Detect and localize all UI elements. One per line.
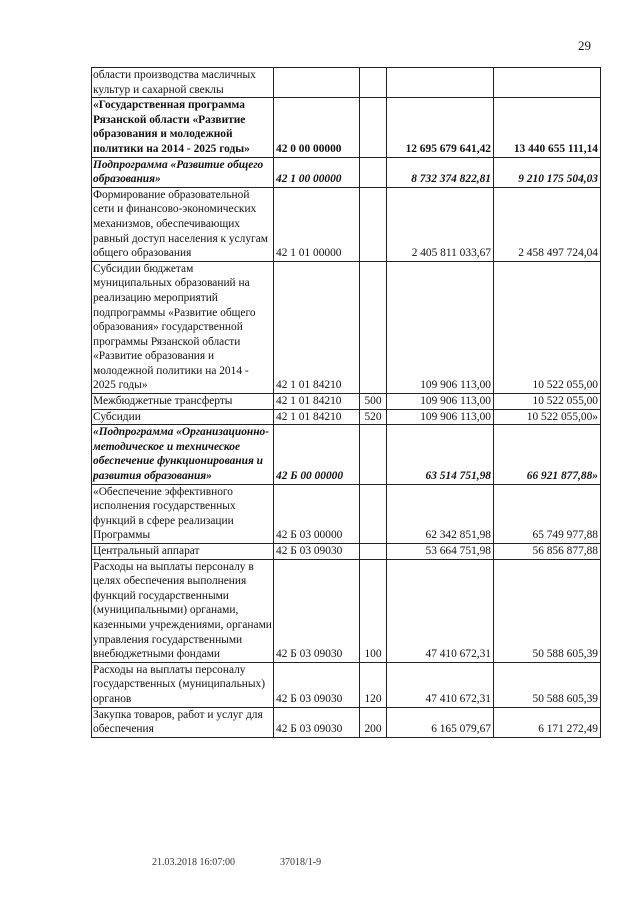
row-sum-2019-cell: 47 410 672,31 [387, 559, 494, 662]
row-sum-2019-cell: 6 165 079,67 [387, 707, 494, 737]
row-code-cell: 42 Б 03 00000 [274, 484, 360, 543]
table-row [92, 157, 601, 187]
row-code-cell: 42 Б 00 00000 [274, 425, 360, 484]
row-name-cell: области производства масличных культур и сахарной свеклы [92, 68, 274, 98]
row-name-cell: Формирование образовательной сети и финансово-экономических механизмов, обеспечивающих равный доступ населения к услугам общего образования [92, 187, 274, 261]
row-vr-cell [360, 68, 387, 98]
row-name-cell: Закупка товаров, работ и услуг для обеспечения [92, 707, 274, 737]
row-sum-2020-cell: 10 522 055,00 [494, 394, 601, 410]
row-sum-2020-cell: 2 458 497 724,04 [494, 187, 601, 261]
table-row [92, 484, 601, 543]
row-name-cell: Субсидии [92, 409, 274, 425]
row-vr-cell [360, 261, 387, 393]
row-code-cell: 42 1 01 84210 [274, 409, 360, 425]
row-sum-2020-cell: 66 921 877,88» [494, 425, 601, 484]
table-row [92, 544, 601, 560]
row-vr-cell: 120 [360, 662, 387, 707]
row-sum-2019-cell: 62 342 851,98 [387, 484, 494, 543]
row-vr-cell [360, 98, 387, 157]
row-name-cell: Расходы на выплаты персоналу в целях обеспечения выполнения функций государственными (муниципальными) органами, казенными учреждениями, органами управления государственными внебюджетными фондами [92, 559, 274, 662]
row-sum-2019-cell: 109 906 113,00 [387, 261, 494, 393]
row-name-cell: «Обеспечение эффективного исполнения государственных функций в сфере реализации Программы [92, 484, 274, 543]
row-name-cell: Межбюджетные трансферты [92, 394, 274, 410]
row-vr-cell: 100 [360, 559, 387, 662]
row-name-cell: Субсидии бюджетам муниципальных образований на реализацию мероприятий подпрограммы «Развитие общего образования» государственной программы Рязанской области «Развитие образования и молодежной политики на 2014 - 2025 годы» [92, 261, 274, 393]
row-vr-cell [360, 157, 387, 187]
row-sum-2019-cell: 12 695 679 641,42 [387, 98, 494, 157]
table-row [92, 707, 601, 737]
row-sum-2019-cell: 2 405 811 033,67 [387, 187, 494, 261]
table-row [92, 187, 601, 261]
budget-table-body [92, 68, 601, 738]
row-code-cell: 42 1 00 00000 [274, 157, 360, 187]
row-sum-2020-cell: 50 588 605,39 [494, 662, 601, 707]
table-row [92, 261, 601, 393]
budget-table [91, 67, 601, 738]
row-code-cell: 42 1 01 00000 [274, 187, 360, 261]
row-name-cell: Подпрограмма «Развитие общего образования» [92, 157, 274, 187]
table-row [92, 98, 601, 157]
footer-doc-id: 37018/1-9 [280, 857, 322, 868]
row-name-cell: Расходы на выплаты персоналу государственных (муниципальных) органов [92, 662, 274, 707]
row-vr-cell [360, 484, 387, 543]
row-code-cell: 42 Б 03 09030 [274, 544, 360, 560]
page-number: 29 [578, 38, 591, 53]
row-sum-2020-cell [494, 68, 601, 98]
footer-timestamp: 21.03.2018 16:07:00 [152, 857, 236, 868]
row-code-cell: 42 1 01 84210 [274, 261, 360, 393]
row-sum-2019-cell: 8 732 374 822,81 [387, 157, 494, 187]
row-vr-cell: 200 [360, 707, 387, 737]
table-row [92, 394, 601, 410]
row-code-cell: 42 Б 03 09030 [274, 707, 360, 737]
table-row [92, 559, 601, 662]
row-sum-2019-cell [387, 68, 494, 98]
row-vr-cell [360, 544, 387, 560]
table-row [92, 409, 601, 425]
row-code-cell [274, 68, 360, 98]
row-sum-2020-cell: 13 440 655 111,14 [494, 98, 601, 157]
row-sum-2019-cell: 53 664 751,98 [387, 544, 494, 560]
row-sum-2020-cell: 50 588 605,39 [494, 559, 601, 662]
row-name-cell: Центральный аппарат [92, 544, 274, 560]
row-name-cell: «Подпрограмма «Организационно-методическое и техническое обеспечение функционирования и развития образования» [92, 425, 274, 484]
row-name-cell: «Государственная программа Рязанской области «Развитие образования и молодежной политики на 2014 - 2025 годы» [92, 98, 274, 157]
row-sum-2019-cell: 63 514 751,98 [387, 425, 494, 484]
row-sum-2020-cell: 10 522 055,00 [494, 261, 601, 393]
row-sum-2019-cell: 109 906 113,00 [387, 394, 494, 410]
row-vr-cell: 520 [360, 409, 387, 425]
table-row [92, 662, 601, 707]
row-sum-2020-cell: 6 171 272,49 [494, 707, 601, 737]
row-vr-cell [360, 187, 387, 261]
row-code-cell: 42 Б 03 09030 [274, 559, 360, 662]
row-code-cell: 42 1 01 84210 [274, 394, 360, 410]
row-vr-cell [360, 425, 387, 484]
row-code-cell: 42 0 00 00000 [274, 98, 360, 157]
row-sum-2020-cell: 10 522 055,00» [494, 409, 601, 425]
row-sum-2020-cell: 9 210 175 504,03 [494, 157, 601, 187]
row-vr-cell: 500 [360, 394, 387, 410]
row-sum-2020-cell: 56 856 877,88 [494, 544, 601, 560]
row-sum-2019-cell: 109 906 113,00 [387, 409, 494, 425]
row-sum-2019-cell: 47 410 672,31 [387, 662, 494, 707]
table-row [92, 68, 601, 98]
row-code-cell: 42 Б 03 09030 [274, 662, 360, 707]
table-row [92, 425, 601, 484]
row-sum-2020-cell: 65 749 977,88 [494, 484, 601, 543]
